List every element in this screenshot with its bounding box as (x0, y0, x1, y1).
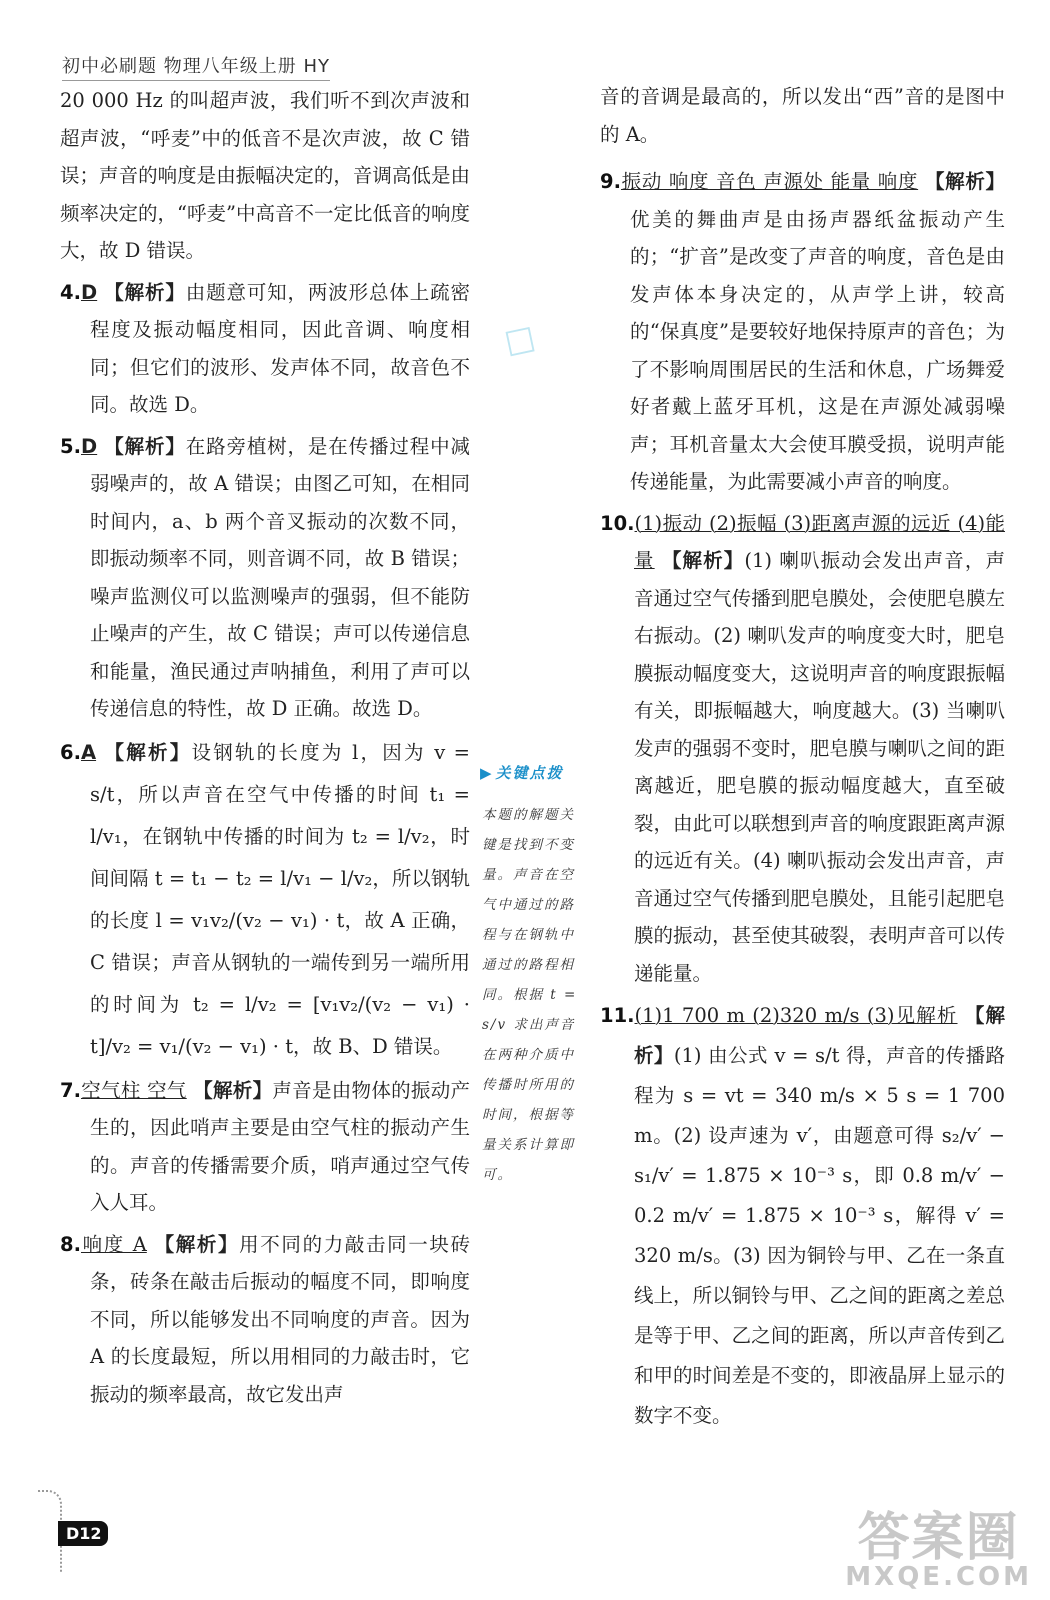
answer-item-11 (600, 996, 1005, 1436)
analysis-tag: 【解析】 (925, 170, 1005, 193)
triangle-icon: ▶ (480, 764, 494, 782)
answer-value: D (80, 434, 98, 458)
answer-value: (1)1 700 m (2)320 m/s (3)见解析 (634, 1004, 958, 1027)
item-number: 6. (60, 740, 81, 764)
answer-item-6 (60, 732, 470, 1068)
left-column (60, 82, 470, 1413)
site-watermark (845, 1508, 1032, 1592)
analysis-text: (1) 由公式 v = s/t 得，声音的传播路程为 s = vt = 340 m/s × 5 s = 1 700 m。(2) 设声速为 v′，由题意可得 s₂/v′ − s₁/v′ = 1.875 × 10⁻³ s，即 0.8 m/v′ − 0.2 m/v′ = 1.875 × 10⁻³ s，解得 v′ = 320 m/s。(3) 因为铜铃与甲、乙在一条直线上，所以铜铃与甲、乙之间的距离之差总是等于甲、乙之间的距离，所以声音传到乙和甲的时间差是不变的，即液晶屏上显示的数字不变。 (634, 1044, 1005, 1427)
item-number: 4. (60, 280, 81, 304)
sidenote-body: 本题的解题关键是找到不变量。声音在空气中通过的路程与在钢轨中通过的路程相同。根据 t = s/v 求出声音在两种介质中传播时所用的时间，根据等量关系计算即可。 (482, 807, 578, 1183)
answer-value: 振动 响度 音色 声源处 能量 响度 (620, 170, 919, 193)
watermark-domain: MXQE.COM (845, 1562, 1032, 1592)
item-number: 11. (600, 1004, 635, 1027)
item-number: 9. (600, 170, 621, 193)
answer-item-5 (60, 428, 470, 728)
answer-item-8 (60, 1226, 470, 1414)
continued-paragraph: 20 000 Hz 的叫超声波，我们听不到次声波和超声波，“呼麦”中的低音不是次声波，故 C 错误；声音的响度是由振幅决定的，音调高低是由频率决定的，“呼麦”中高音不一定比低音的响度大，故 D 错误。 (60, 89, 470, 262)
item-number: 8. (60, 1232, 81, 1256)
analysis-text: (1) 喇叭振动会发出声音，声音通过空气传播到肥皂膜处，会使肥皂膜左右振动。(2) 喇叭发声的响度变大时，肥皂膜振动幅度变大，这说明声音的响度跟振幅有关，即振幅越大，响度越大。(3) 当喇叭发声的强弱不变时，肥皂膜与喇叭之间的距离越近，肥皂膜的振动幅度越大，直至破裂，由此可以联想到声音的响度跟距离声源的远近有关。(4) 喇叭振动会发出声音，声音通过空气传播到肥皂膜处，且能引起肥皂膜的振动，甚至使其破裂，表明声音可以传递能量。 (634, 549, 1005, 985)
answer-item-7 (60, 1072, 470, 1222)
analysis-tag: 【解析】 (154, 1232, 240, 1256)
answer-value: (1)振动 (2)振幅 (3)距离声源的远近 (4)能量 (634, 511, 1005, 572)
answer-item-4 (60, 274, 470, 424)
watermark-logo-text: 答案圈 (857, 1508, 1020, 1568)
analysis-tag: 【解析】 (634, 1004, 1005, 1067)
continued-paragraph: 音的音调是最高的，所以发出“西”音的是图中的 A。 (600, 85, 1005, 146)
analysis-text: 在路旁植树，是在传播过程中减弱噪声的，故 A 错误；由图乙可知，在相同时间内，a、b 两个音叉振动的次数不同，即振动频率不同，则音调不同，故 B 错误；噪声监测仪可以监测噪声的强弱，但不能防止噪声的产生，故 C 错误；声可以传递信息和能量，渔民通过声呐捕鱼，利用了声可以传递信息的特性，故 D 正确。故选 D。 (90, 434, 470, 720)
item-number: 7. (60, 1078, 81, 1102)
sidenote-title-text: 关键点拨 (495, 764, 564, 782)
item-number: 10. (600, 511, 635, 535)
answer-value: A (80, 740, 97, 764)
analysis-tag: 【解析】 (104, 740, 192, 764)
answer-item-10 (600, 505, 1005, 993)
analysis-text: 优美的舞曲声是由扬声器纸盆振动产生的；“扩音”是改变了声音的响度，音色是由发声体本身决定的，从声学上讲，较高的“保真度”是要较好地保持原声的音色；为了不影响周围居民的生活和休息，广场舞爱好者戴上蓝牙耳机，这是在声源处减弱噪声；耳机音量太大会使耳膜受损，说明声能传递能量，为此需要减小声音的响度。 (630, 207, 1005, 493)
analysis-text: 由题意可知，两波形总体上疏密程度及振动幅度相同，因此音调、响度相同；但它们的波形、发声体不同，故音色不同。故选 D。 (90, 280, 470, 416)
analysis-text: 声音是由物体的振动产生的，因此哨声主要是由空气柱的振动产生的。声音的传播需要介质，哨声通过空气传入人耳。 (90, 1078, 470, 1214)
page-number: D12 (58, 1521, 108, 1546)
analysis-tag: 【解析】 (193, 1078, 273, 1102)
answer-value: 空气柱 空气 (80, 1078, 187, 1102)
running-header: 初中必刷题 物理八年级上册 HY (62, 52, 330, 81)
faint-stamp-mark: ☐ (501, 320, 540, 366)
item-number: 5. (60, 434, 81, 458)
analysis-tag: 【解析】 (104, 280, 186, 304)
sidenote-title (480, 762, 564, 783)
answer-item-9 (600, 163, 1005, 501)
analysis-text: 用不同的力敲击同一块砖条，砖条在敲击后振动的幅度不同，即响度不同，所以能够发出不同响度的声音。因为 A 的长度最短，所以用相同的力敲击时，它振动的频率最高，故它发出声 (90, 1232, 470, 1406)
analysis-text: 设钢轨的长度为 l，因为 v = s/t，所以声音在空气中传播的时间 t₁ = l/v₁，在钢轨中传播的时间为 t₂ = l/v₂，时间间隔 t = t₁ − t₂ = l/v₁ − l/v₂，所以钢轨的长度 l = v₁v₂/(v₂ − v₁) · t，故 A 正确，C 错误；声音从钢轨的一端传到另一端所用的时间为 t₂ = l/v₂ = [v₁v₂/(v₂ − v₁) · t]/v₂ = v₁/(v₂ − v₁) · t，故 B、D 错误。 (90, 740, 470, 1058)
right-column (600, 78, 1005, 1436)
analysis-tag: 【解析】 (661, 549, 745, 572)
answer-value: D (80, 280, 98, 304)
analysis-tag: 【解析】 (104, 434, 186, 458)
answer-value: 响度 A (80, 1232, 147, 1256)
